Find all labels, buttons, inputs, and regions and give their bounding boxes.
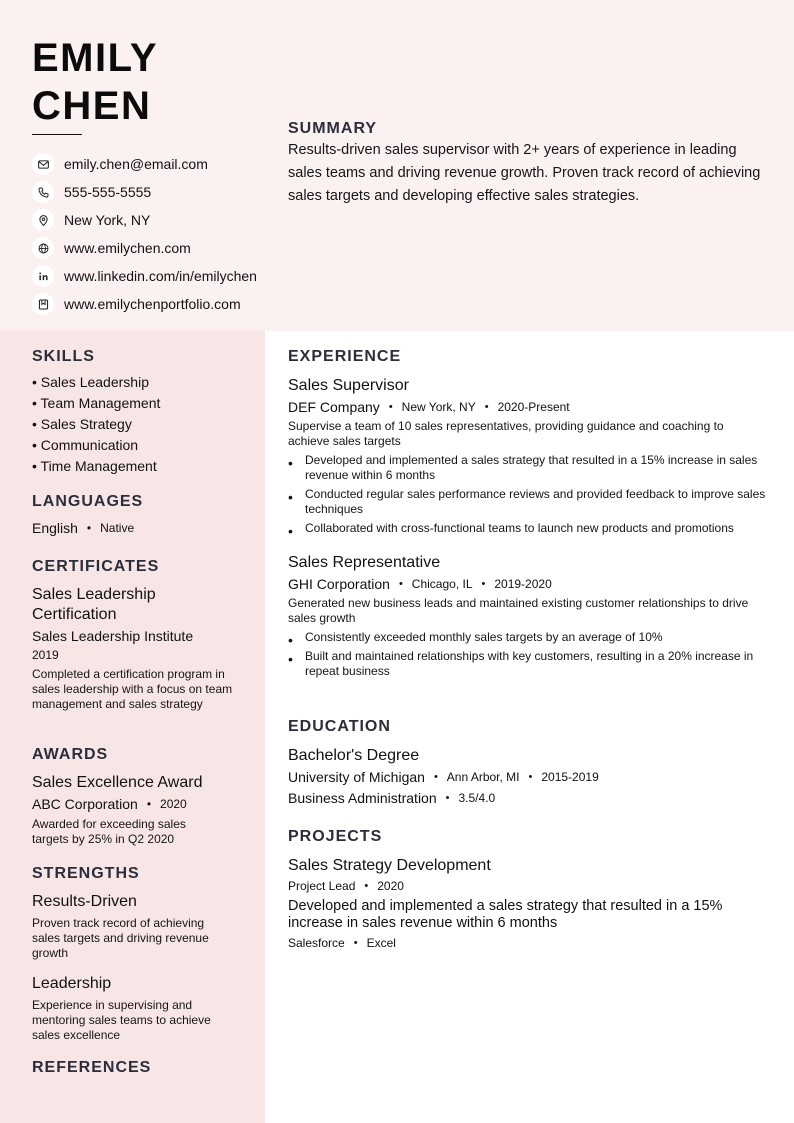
contact-email-text: emily.chen@email.com — [64, 156, 208, 172]
contact-linkedin-text: www.linkedin.com/in/emilychen — [64, 268, 257, 284]
contact-website-text: www.emilychen.com — [64, 240, 191, 256]
name-divider — [32, 134, 82, 135]
projects-section — [288, 828, 774, 950]
job-company: DEF Company — [288, 399, 380, 415]
location-pin-icon — [32, 209, 54, 231]
skill-item: • Sales Leadership — [32, 374, 149, 390]
references-section — [32, 1059, 242, 1077]
job-bullet: • Conducted regular sales performance reviews and provided feedback to improve sales techniques — [288, 487, 774, 517]
job-bullet: • Built and maintained relationships with key customers, resulting in a 20% increase in repeat business — [288, 649, 774, 679]
award-title: Sales Excellence Award — [32, 774, 203, 791]
job-meta: DEF Company • New York, NY • 2020-Present — [288, 399, 570, 415]
last-name: CHEN — [32, 84, 152, 128]
experience-heading: EXPERIENCE — [288, 348, 402, 365]
project-description: Developed and implemented a sales strategy that resulted in a 15% increase in sales revenue within 6 months — [288, 898, 723, 931]
certificate-issuer: Sales Leadership Institute — [32, 628, 194, 644]
summary-text: Results-driven sales supervisor with 2+ years of experience in leading sales teams and driving revenue growth. Proven track record of achieving sales targets and developing effective sales strategies. — [288, 142, 761, 204]
languages-heading: LANGUAGES — [32, 493, 144, 510]
contact-email[interactable] — [32, 150, 292, 178]
job-bullet: • Developed and implemented a sales strategy that resulted in a 15% increase in sales revenue within 6 months — [288, 453, 774, 483]
contact-website[interactable] — [32, 234, 292, 262]
project-title: Sales Strategy Development — [288, 857, 491, 874]
contact-linkedin[interactable] — [32, 262, 292, 290]
education-degree: Bachelor's Degree — [288, 747, 420, 764]
project-tool: Excel — [366, 936, 396, 950]
award-description: Awarded for exceeding sales targets by 25% in Q2 2020 — [32, 817, 186, 846]
job-location: Chicago, IL — [411, 577, 473, 591]
summary-heading: SUMMARY — [288, 120, 378, 137]
job-location: New York, NY — [401, 400, 476, 414]
certificate-year: 2019 — [32, 648, 59, 662]
references-heading: REFERENCES — [32, 1059, 152, 1076]
project-tools: Salesforce • Excel — [288, 936, 396, 950]
awards-section — [32, 746, 242, 847]
languages-section — [32, 493, 242, 536]
contact-list — [32, 150, 292, 318]
certificate-description: Completed a certification program in sales leadership with a focus on team management and sales strategy — [32, 667, 233, 711]
education-field-meta: Business Administration • 3.5/4.0 — [288, 790, 496, 806]
job-bullet: • Consistently exceeded monthly sales targets by an average of 10% — [288, 630, 774, 645]
skills-heading: SKILLS — [32, 348, 95, 365]
project-meta: Project Lead • 2020 — [288, 879, 404, 893]
skill-item: • Time Management — [32, 458, 157, 474]
linkedin-icon — [32, 265, 54, 287]
contact-location-text: New York, NY — [64, 212, 151, 228]
strengths-heading: STRENGTHS — [32, 865, 140, 882]
certificates-section — [32, 558, 237, 712]
strength-title: Leadership — [32, 975, 112, 992]
language-level: Native — [100, 521, 135, 535]
education-dates: 2015-2019 — [541, 770, 599, 784]
skill-item: • Team Management — [32, 395, 161, 411]
mail-icon — [32, 153, 54, 175]
project-tool: Salesforce — [288, 936, 345, 950]
strength-title: Results-Driven — [32, 893, 137, 910]
job-company: GHI Corporation — [288, 576, 390, 592]
job-entry — [288, 553, 774, 679]
globe-icon — [32, 237, 54, 259]
skills-section — [32, 348, 242, 477]
job-description: Generated new business leads and maintained existing customer relationships to drive sales growth — [288, 596, 749, 625]
job-bullets — [288, 453, 774, 536]
awards-heading: AWARDS — [32, 746, 109, 763]
strengths-section — [32, 865, 232, 1043]
contact-portfolio[interactable] — [32, 290, 292, 318]
contact-portfolio-text: www.emilychenportfolio.com — [64, 296, 241, 312]
language-item: English • Native — [32, 520, 135, 536]
project-role: Project Lead — [288, 879, 356, 893]
project-year: 2020 — [377, 879, 404, 893]
candidate-name — [32, 34, 158, 130]
contact-phone-text: 555-555-5555 — [64, 184, 152, 200]
job-bullets — [288, 630, 774, 679]
first-name: EMILY — [32, 36, 159, 80]
skills-list — [32, 372, 242, 477]
strength-description: Proven track record of achieving sales targets and driving revenue growth — [32, 916, 209, 960]
experience-section — [288, 348, 774, 679]
education-section — [288, 718, 774, 806]
education-gpa: 3.5/4.0 — [458, 791, 496, 805]
certificate-title: Sales Leadership Certification — [32, 586, 156, 623]
job-dates: 2020-Present — [497, 400, 570, 414]
contact-phone[interactable] — [32, 178, 292, 206]
job-meta: GHI Corporation • Chicago, IL • 2019-2020 — [288, 576, 552, 592]
job-entry — [288, 376, 774, 536]
language-name: English — [32, 520, 78, 536]
job-title: Sales Supervisor — [288, 377, 409, 394]
job-description: Supervise a team of 10 sales representatives, providing guidance and coaching to achieve sales targets — [288, 419, 724, 448]
education-meta: University of Michigan • Ann Arbor, MI • 2015-2019 — [288, 769, 599, 785]
strength-description: Experience in supervising and mentoring sales teams to achieve sales excellence — [32, 998, 211, 1042]
education-field: Business Administration — [288, 790, 437, 806]
skill-item: • Sales Strategy — [32, 416, 132, 432]
job-title: Sales Representative — [288, 554, 441, 571]
projects-heading: PROJECTS — [288, 828, 383, 845]
portfolio-icon — [32, 293, 54, 315]
job-dates: 2019-2020 — [494, 577, 552, 591]
phone-icon — [32, 181, 54, 203]
contact-location — [32, 206, 292, 234]
certificates-heading: CERTIFICATES — [32, 558, 160, 575]
award-year: 2020 — [160, 797, 187, 811]
education-heading: EDUCATION — [288, 718, 391, 735]
skill-item: • Communication — [32, 437, 139, 453]
award-meta: ABC Corporation • 2020 — [32, 796, 187, 812]
job-bullet: • Collaborated with cross-functional teams to launch new products and promotions — [288, 521, 774, 536]
education-school: University of Michigan — [288, 769, 425, 785]
education-location: Ann Arbor, MI — [446, 770, 520, 784]
award-issuer: ABC Corporation — [32, 796, 138, 812]
